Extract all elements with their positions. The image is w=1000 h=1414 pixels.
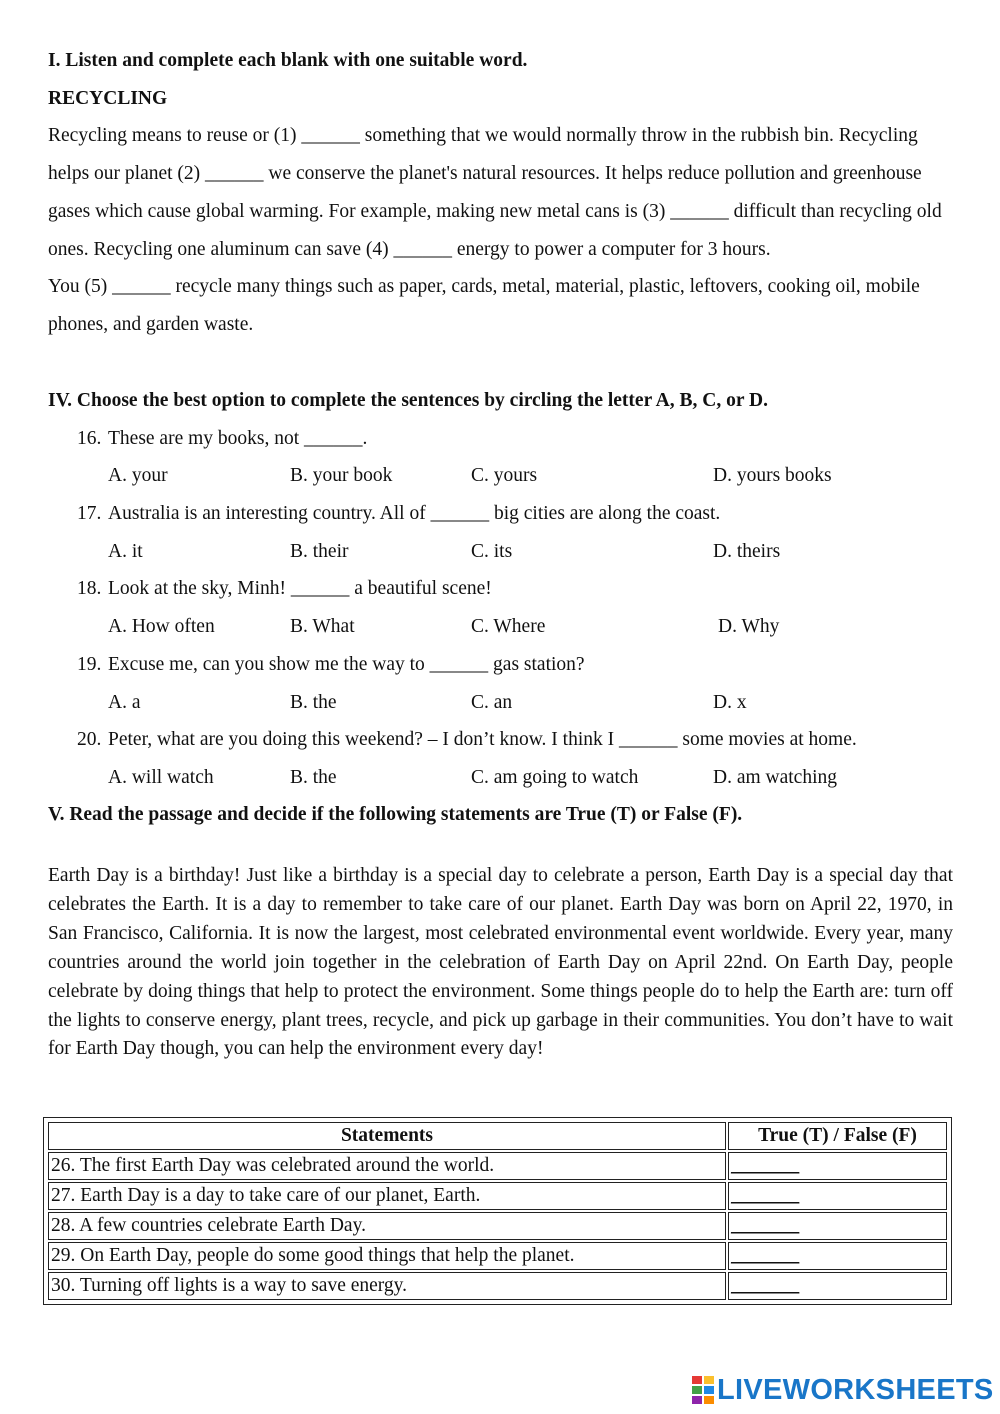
- question-number: 16.: [77, 427, 102, 449]
- table-row: [48, 1182, 947, 1210]
- question-number: 20.: [77, 729, 102, 751]
- statement-cell: 27. Earth Day is a day to take care of our planet, Earth.: [48, 1182, 726, 1210]
- question-number: 19.: [77, 653, 102, 675]
- statement-cell: 29. On Earth Day, people do some good things that help the planet.: [48, 1242, 726, 1270]
- question-16: [48, 420, 953, 458]
- brand-name: LIVEWORKSHEETS: [717, 1373, 994, 1406]
- answer-blank[interactable]: _______: [728, 1272, 947, 1300]
- section4-heading: IV. Choose the best option to complete the sentences by circling the letter A, B, C, or D.: [48, 390, 768, 411]
- liveworksheets-logo-icon: [692, 1376, 714, 1404]
- section-listening: [48, 42, 953, 344]
- option-c[interactable]: C. its: [471, 540, 513, 562]
- section-multiple-choice: [48, 382, 953, 797]
- question-stem: Look at the sky, Minh! ______ a beautiful scene!: [108, 578, 492, 600]
- option-d[interactable]: D. yours books: [713, 465, 832, 487]
- header-true-false: True (T) / False (F): [728, 1122, 947, 1150]
- statement-cell: 28. A few countries celebrate Earth Day.: [48, 1212, 726, 1240]
- recycling-title: RECYCLING: [48, 87, 168, 109]
- option-b[interactable]: B. their: [290, 540, 349, 562]
- answer-blank[interactable]: _______: [728, 1152, 947, 1180]
- answer-blank[interactable]: _______: [728, 1212, 947, 1240]
- option-c[interactable]: C. am going to watch: [471, 766, 639, 788]
- option-b[interactable]: B. What: [290, 616, 355, 638]
- option-a[interactable]: A. How often: [108, 616, 215, 638]
- header-statements: Statements: [48, 1122, 726, 1150]
- true-false-table: [43, 1117, 952, 1305]
- option-b[interactable]: B. your book: [290, 465, 393, 487]
- option-a[interactable]: A. will watch: [108, 766, 214, 788]
- recycling-paragraph: Recycling means to reuse or (1) ______ something that we would normally throw in the rubbish bin. Recycling helps our planet (2) ______ we conserve the planet's natural resources. It helps reduce pollution and greenhouse gases which cause global warming. For example, making new metal cans is (3) ______ difficult than recycling old ones. Recycling one aluminum can save (4) ______ energy to power a computer for 3 hours.: [48, 125, 942, 260]
- option-c[interactable]: C. an: [471, 691, 513, 713]
- section1-heading: I. Listen and complete each blank with one suitable word.: [48, 50, 528, 71]
- statement-cell: 30. Turning off lights is a way to save energy.: [48, 1272, 726, 1300]
- option-d[interactable]: D. Why: [718, 616, 780, 638]
- question-stem: Excuse me, can you show me the way to ______ gas station?: [108, 653, 585, 675]
- table-row: [48, 1242, 947, 1270]
- option-a[interactable]: A. your: [108, 465, 168, 487]
- option-d[interactable]: D. am watching: [713, 766, 838, 788]
- option-b[interactable]: B. the: [290, 691, 337, 713]
- option-a[interactable]: A. a: [108, 691, 141, 713]
- question-19: [48, 646, 953, 684]
- question-20: [48, 721, 953, 759]
- option-d[interactable]: D. x: [713, 691, 747, 713]
- table-header-row: [48, 1122, 947, 1150]
- question-19-options: [48, 684, 953, 722]
- question-17-options: [48, 533, 953, 571]
- statement-cell: 26. The first Earth Day was celebrated around the world.: [48, 1152, 726, 1180]
- question-number: 17.: [77, 503, 102, 525]
- option-c[interactable]: C. yours: [471, 465, 538, 487]
- question-18: [48, 570, 953, 608]
- question-stem: These are my books, not ______.: [108, 427, 368, 449]
- question-16-options: [48, 457, 953, 495]
- table-row: [48, 1272, 947, 1300]
- table-row: [48, 1152, 947, 1180]
- earth-day-passage: Earth Day is a birthday! Just like a birthday is a special day to celebrate a person, Earth Day is a special day that celebrates the Earth. It is a day to remember to take care of our planet. Earth Day was born on April 22, 1970, in San Francisco, California. It is now the largest, most celebrated environmental event worldwide. Every year, many countries around the world join together in the celebration of Earth Day on April 22nd. On Earth Day, people celebrate by doing things that help to protect the environment. Some things people do to help the Earth are: turn off the lights to conserve energy, plant trees, recycle, and pick up garbage in their communities. You don’t have to wait for Earth Day though, you can help the environment every day!: [48, 865, 953, 1060]
- option-d[interactable]: D. theirs: [713, 540, 781, 562]
- question-number: 18.: [77, 578, 102, 600]
- option-a[interactable]: A. it: [108, 540, 143, 562]
- question-17: [48, 495, 953, 533]
- option-c[interactable]: C. Where: [471, 616, 546, 638]
- option-b[interactable]: B. the: [290, 766, 337, 788]
- question-20-options: [48, 759, 953, 797]
- answer-blank[interactable]: _______: [728, 1242, 947, 1270]
- question-stem: Australia is an interesting country. All of ______ big cities are along the coast.: [108, 503, 721, 525]
- question-stem: Peter, what are you doing this weekend? – I don’t know. I think I ______ some movies at home.: [108, 729, 857, 751]
- recycling-paragraph: You (5) ______ recycle many things such as paper, cards, metal, material, plastic, leftovers, cooking oil, mobile phones, and garden waste.: [48, 276, 920, 335]
- answer-blank[interactable]: _______: [728, 1182, 947, 1210]
- section5-heading: V. Read the passage and decide if the following statements are True (T) or False (F).: [48, 804, 743, 825]
- question-18-options: [48, 608, 953, 646]
- liveworksheets-logo[interactable]: [692, 1372, 994, 1408]
- table-row: [48, 1212, 947, 1240]
